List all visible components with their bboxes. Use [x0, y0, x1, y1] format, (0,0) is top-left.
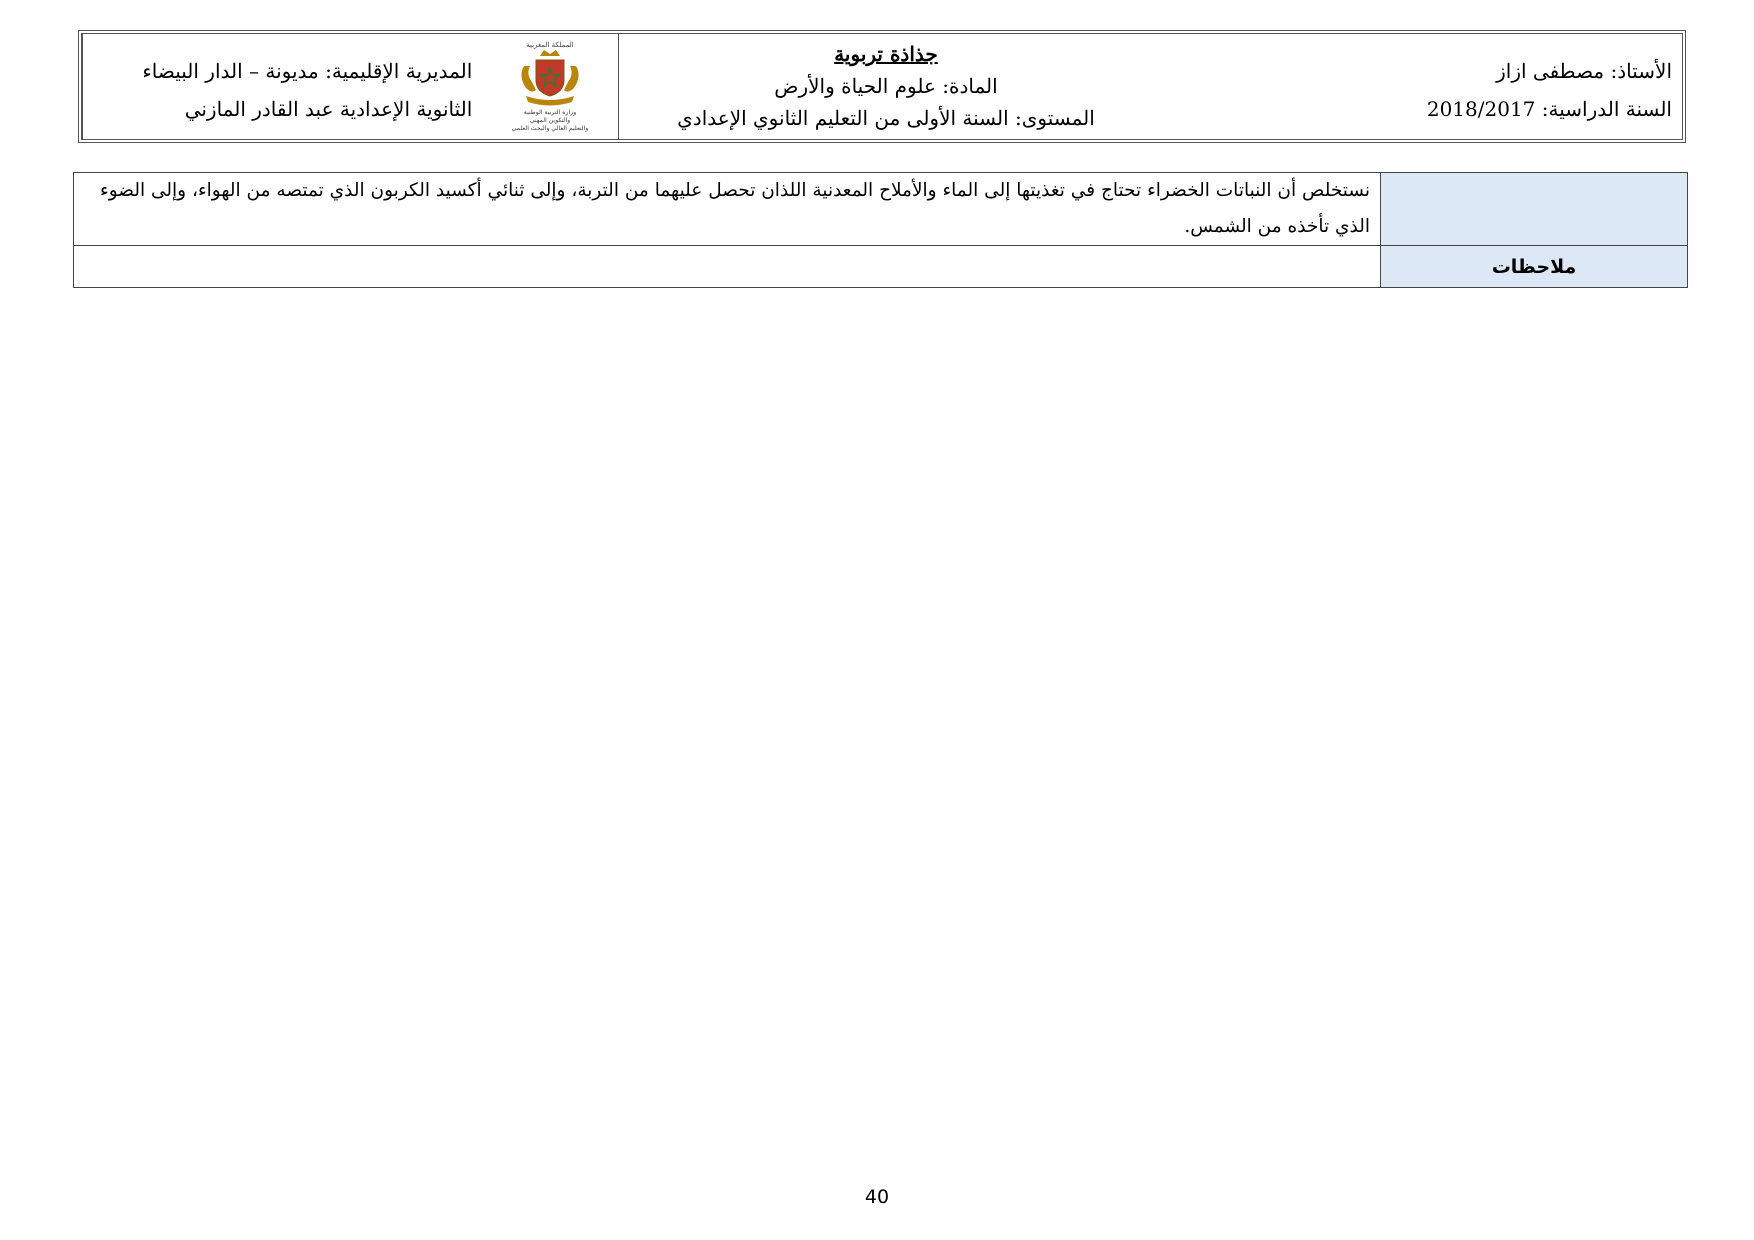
svg-text:والتكوين المهني: والتكوين المهني: [530, 117, 571, 124]
notes-label: ملاحظات: [1381, 246, 1688, 288]
logo-ministry-text: وزارة التربية الوطنية: [524, 109, 577, 116]
document-info: [619, 34, 1152, 134]
teacher-info: [1427, 52, 1672, 128]
notes-content: [74, 246, 1381, 288]
table-row: [74, 173, 1688, 246]
conclusion-text: نستخلص أن النباتات الخضراء تحتاج في تغذيتها إلى الماء والأملاح المعدنية اللذان تحصل عليهما من التربة، وإلى ثنائي أكسيد الكربون الذي تمتصه من الهواء، وإلى الضوء الذي تأخذه من الشمس.: [74, 173, 1381, 246]
header-left-cell: [1153, 34, 1682, 139]
coat-of-arms-logo: [496, 38, 604, 136]
page-number: 40: [864, 1186, 890, 1208]
svg-text:والتعليم العالي والبحث العلمي: والتعليم العالي والبحث العلمي: [511, 125, 589, 132]
header-right-cell: [82, 34, 618, 139]
document-header: [78, 30, 1686, 143]
directorate-name: المديرية الإقليمية: مديونة – الدار البيضاء: [142, 59, 473, 83]
coat-of-arms-icon: [496, 38, 604, 136]
conclusion-table: [73, 172, 1688, 288]
school-name: الثانوية الإعدادية عبد القادر المازني: [184, 97, 473, 121]
level-line: المستوى: السنة الأولى من التعليم الثانوي الإعدادي: [677, 106, 1095, 130]
header-middle-cell: [618, 34, 1152, 139]
table-row: [74, 246, 1688, 288]
directorate-info: [142, 52, 472, 128]
logo-top-text: المملكة المغربية: [526, 41, 575, 49]
row-label-cell: [1381, 173, 1688, 246]
subject-line: المادة: علوم الحياة والأرض: [774, 74, 998, 98]
teacher-name: الأستاذ: مصطفى ازاز: [1496, 59, 1672, 83]
document-title: جذاذة تربوية: [834, 42, 938, 66]
school-year: السنة الدراسية: 2018/2017: [1426, 97, 1672, 121]
